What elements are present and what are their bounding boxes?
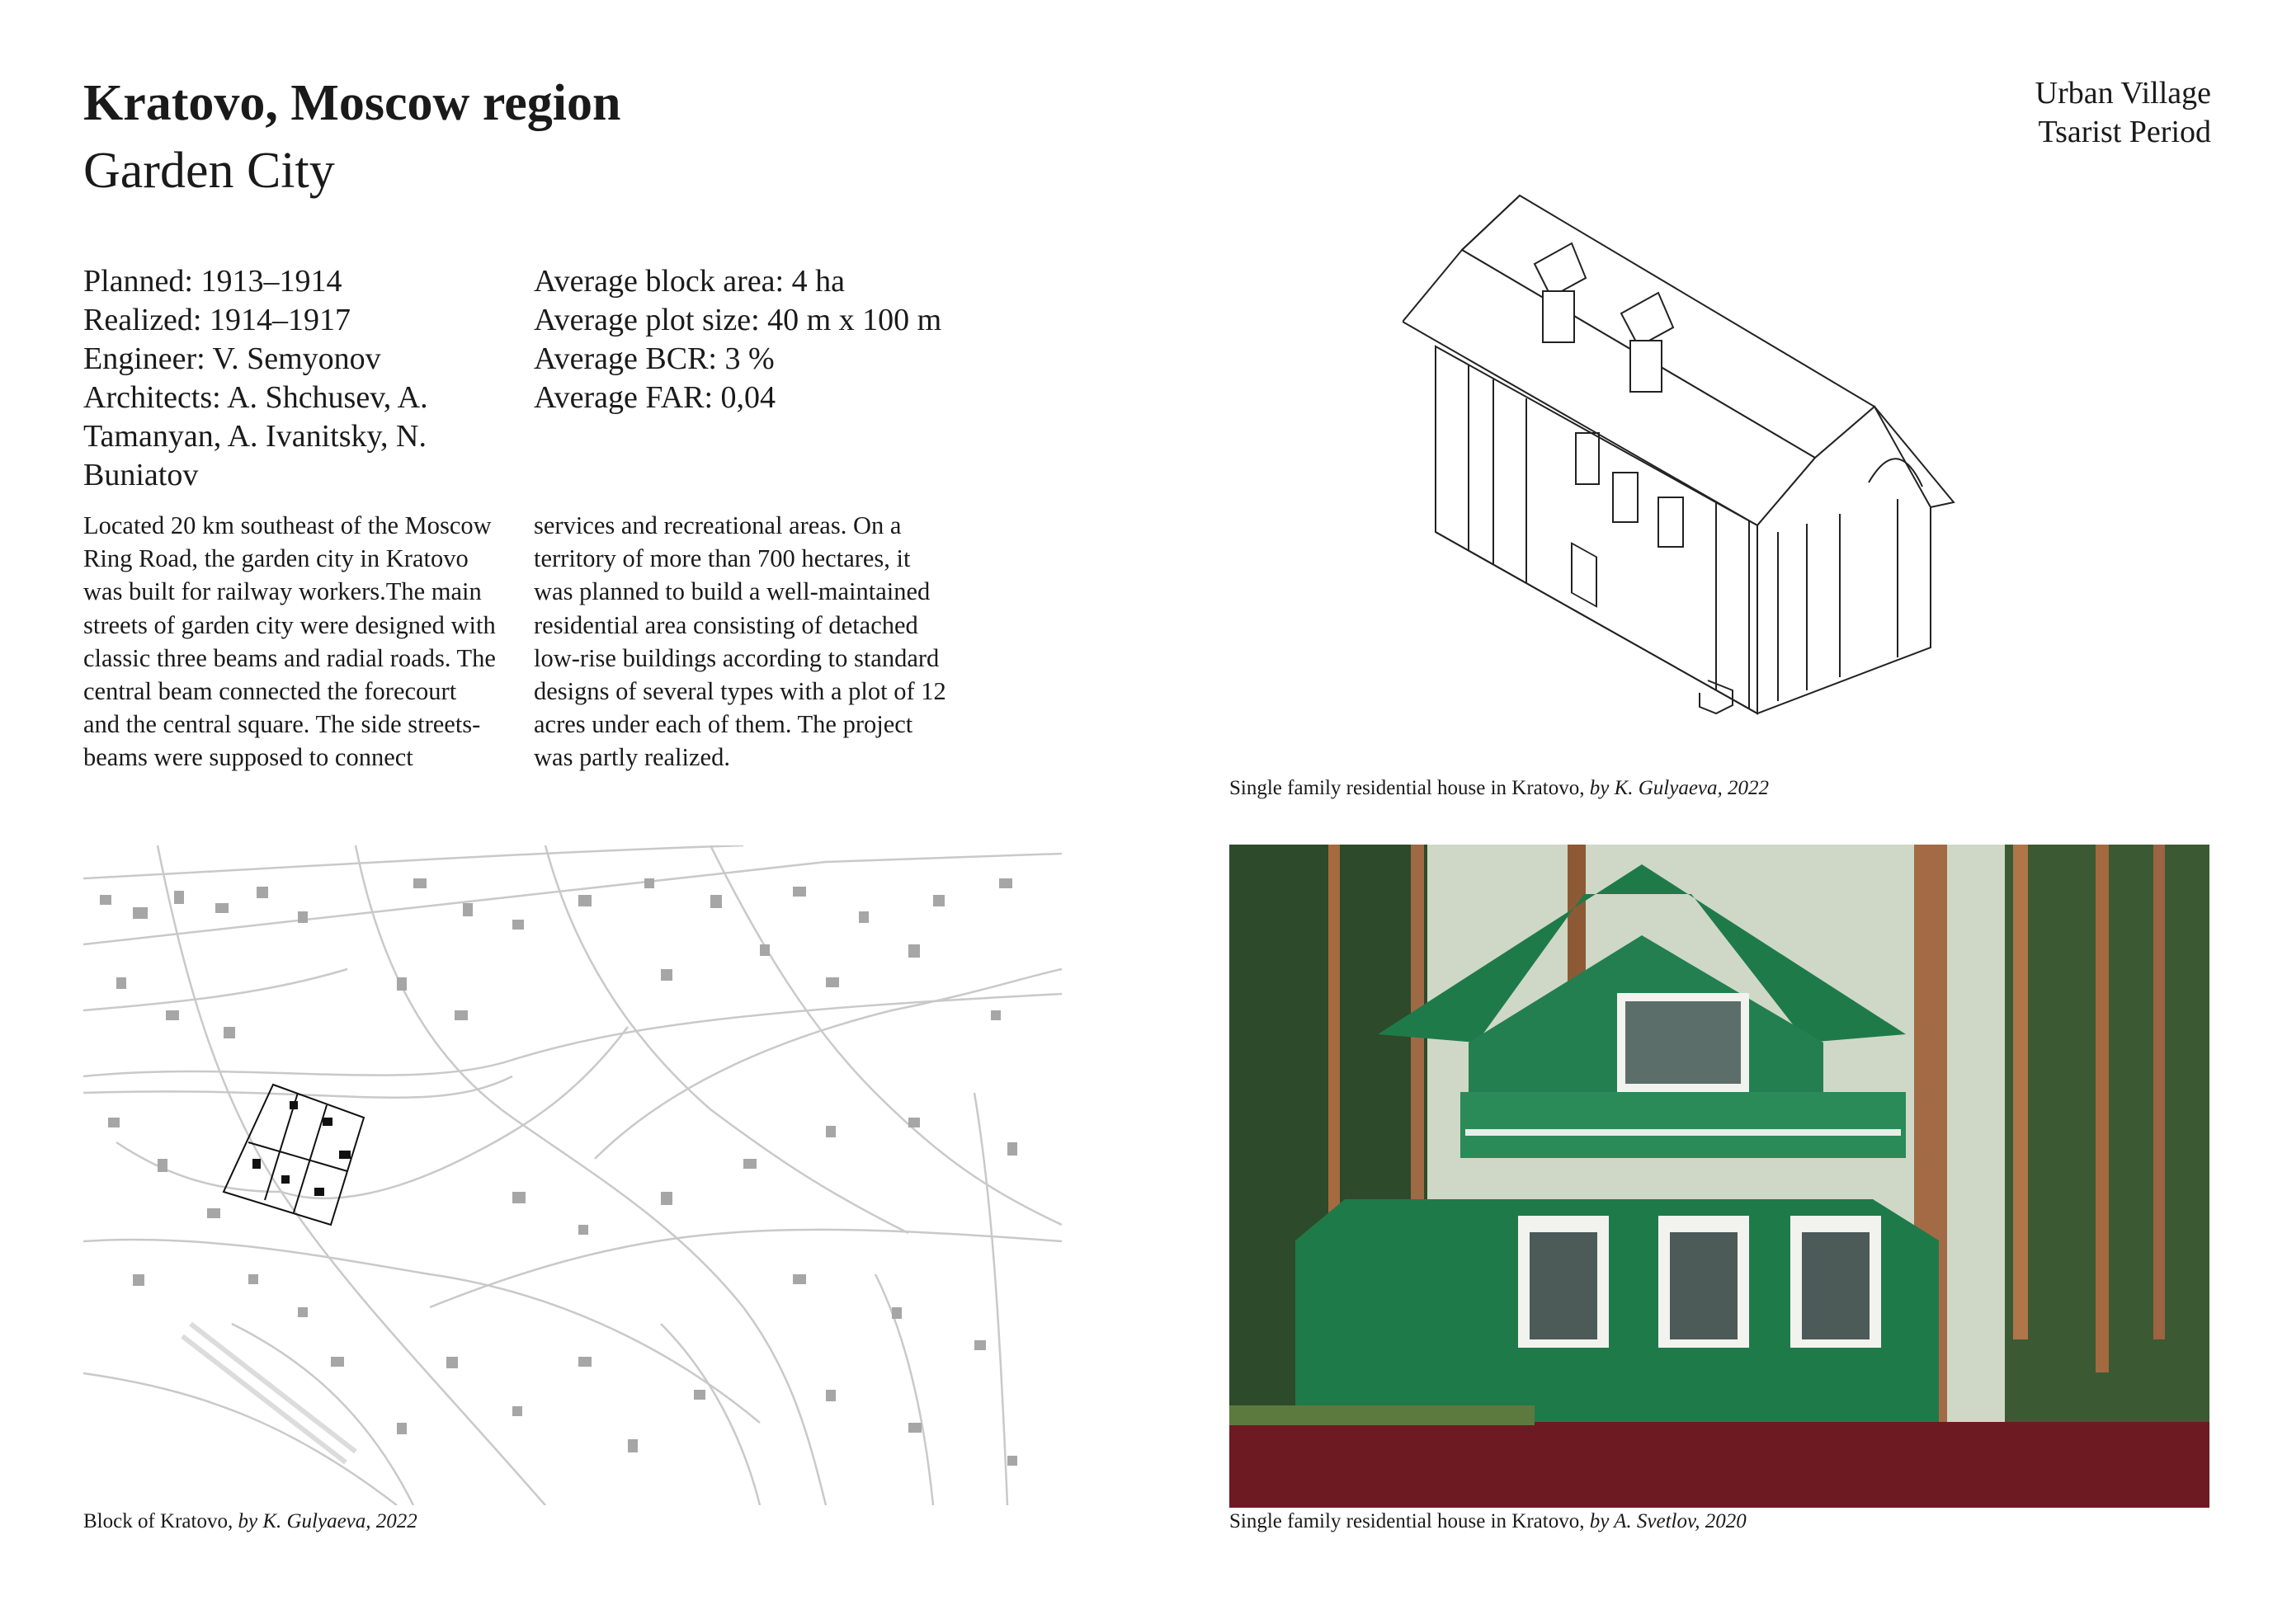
fact-engineer: Engineer: V. Semyonov — [83, 341, 381, 376]
caption-drawing — [1229, 775, 1769, 802]
site-plan-map — [83, 845, 1062, 1505]
fact-plot-size: Average plot size: 40 m x 100 m — [534, 303, 942, 337]
category-type: Urban Village — [2035, 76, 2211, 111]
fact-realized: Realized: 1914–1917 — [83, 303, 351, 337]
caption-map-text: Block of Kratovo, — [83, 1510, 238, 1532]
category-period: Tsarist Period — [2038, 115, 2211, 149]
caption-photo-credit: by A. Svetlov, 2020 — [1589, 1510, 1747, 1532]
body-text-right: services and recreational areas. On a territory of more than 700 hectares, it was planned to build a well-maintained residential area consisting of detached low-rise buildings according to standard designs of several types with a plot of 12 acres under each of them. The project was partly realized. — [534, 511, 946, 772]
fact-block-area: Average block area: 4 ha — [534, 264, 845, 299]
fence — [1229, 1422, 2209, 1508]
fact-bcr: Average BCR: 3 % — [534, 341, 775, 376]
foliage — [1229, 1405, 1535, 1425]
facts-list-left — [83, 262, 512, 495]
house-axonometric-drawing — [1403, 186, 2013, 730]
caption-map-credit: by K. Gulyaeva, 2022 — [238, 1510, 417, 1532]
fact-architects: Architects: A. Shchusev, A. Tamanyan, A. Ivanitsky, N. Buniatov — [83, 380, 428, 492]
caption-drawing-credit: by K. Gulyaeva, 2022 — [1589, 777, 1770, 799]
category-label — [2035, 74, 2211, 152]
caption-drawing-text: Single family residential house in Kratovo, — [1229, 777, 1590, 799]
house-photo — [1229, 845, 2209, 1508]
fact-far: Average FAR: 0,04 — [534, 380, 776, 415]
page-subtitle: Garden City — [83, 143, 335, 199]
body-text-left: Located 20 km southeast of the Moscow Ring Road, the garden city in Kratovo was built for railway workers.The main streets of garden city were designed with classic three beams and radial roads. The central beam connected the forecourt and the central square. The side streets-beams were supposed to connect — [83, 511, 496, 772]
facts-list-right — [534, 262, 996, 417]
caption-photo — [1229, 1509, 1747, 1535]
caption-map — [83, 1509, 417, 1535]
fact-planned: Planned: 1913–1914 — [83, 264, 342, 299]
page-title: Kratovo, Moscow region — [83, 75, 621, 131]
caption-photo-text: Single family residential house in Kratovo, — [1229, 1510, 1590, 1532]
